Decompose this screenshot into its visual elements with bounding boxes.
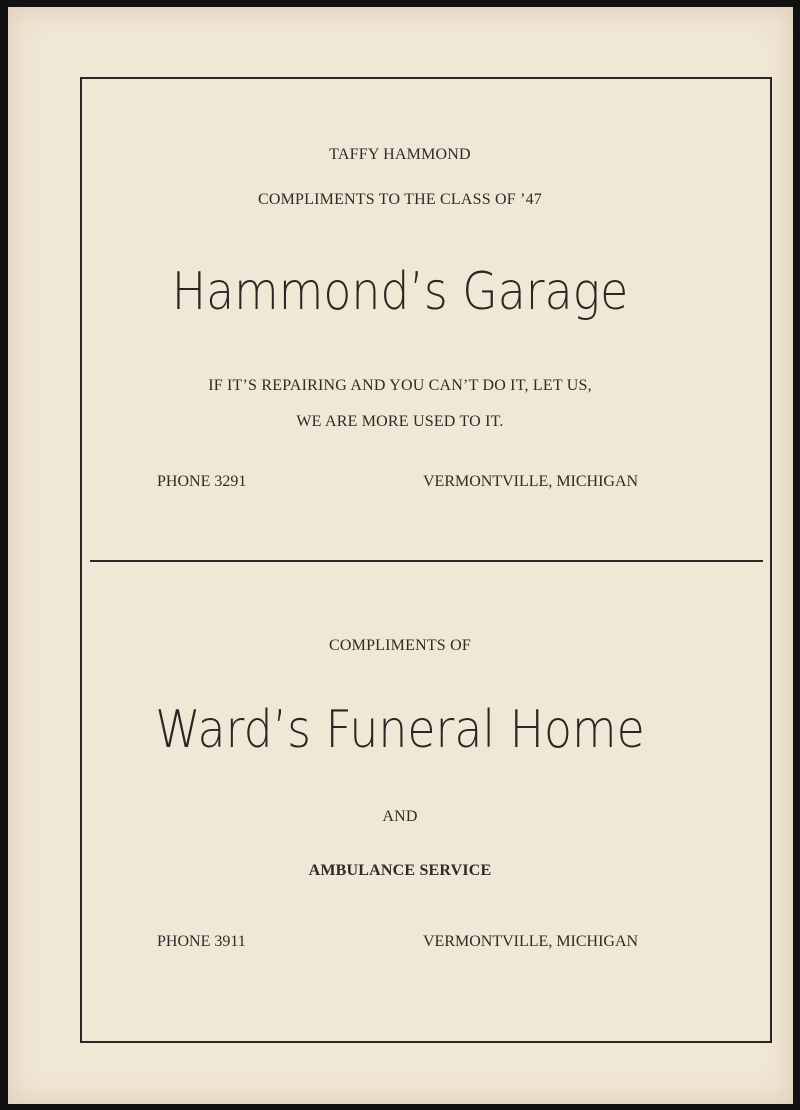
- page: [8, 7, 793, 1104]
- funeral-and-text: AND: [382, 808, 418, 825]
- garage-phone: PHONE 3291: [157, 473, 247, 490]
- ad-divider: [90, 560, 763, 562]
- garage-owner: TAFFY HAMMOND: [329, 146, 471, 163]
- funeral-location: VERMONTVILLE, MICHIGAN: [423, 933, 639, 950]
- garage-slogan-line1: IF IT’S REPAIRING AND YOU CAN’T DO IT, LET US,: [208, 377, 592, 394]
- garage-compliments: COMPLIMENTS TO THE CLASS OF ’47: [257, 191, 543, 208]
- funeral-business-name: Ward’s Funeral Home: [155, 700, 645, 760]
- garage-location: VERMONTVILLE, MICHIGAN: [423, 473, 639, 490]
- funeral-phone: PHONE 3911: [157, 933, 246, 950]
- garage-slogan-line2: WE ARE MORE USED TO IT.: [296, 413, 504, 430]
- funeral-compliments: COMPLIMENTS OF: [329, 637, 471, 654]
- garage-business-name: Hammond’s Garage: [171, 262, 629, 322]
- funeral-service: AMBULANCE SERVICE: [308, 862, 492, 879]
